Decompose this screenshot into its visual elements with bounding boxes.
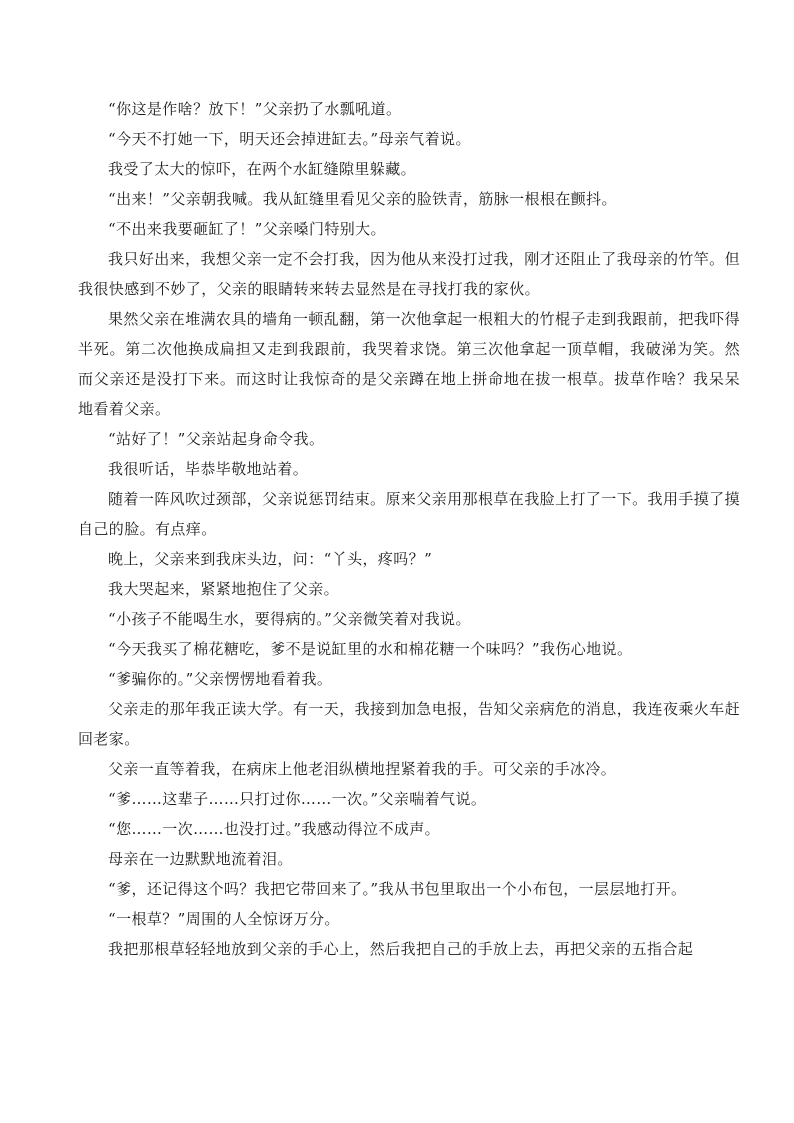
story-text [78, 94, 740, 964]
paragraph-7: 果然父亲在堆满农具的墙角一顿乱翻，第一次他拿起一根粗大的竹棍子走到我跟前，把我吓得半死。第二次他换成扁担又走到我跟前，我哭着求饶。第三次他拿起一顶草帽，我破涕为笑。然而父亲还是没打下来。而这时让我惊奇的是父亲蹲在地上拼命地在拔一根草。拔草作啥？我呆呆地看着父亲。 [78, 310, 740, 418]
paragraph-17: 父亲一直等着我，在病床上他老泪纵横地捏紧着我的手。可父亲的手冰冷。 [108, 760, 617, 778]
paragraph-20: 母亲在一边默默地流着泪。 [108, 850, 293, 868]
paragraph-22: “一根草？”周围的人全惊讶万分。 [108, 910, 340, 928]
paragraph-5: “不出来我要砸缸了！”父亲嗓门特别大。 [108, 220, 386, 238]
paragraph-3: 我受了太大的惊吓，在两个水缸缝隙里躲藏。 [108, 160, 417, 178]
paragraph-12: 我大哭起来，紧紧地抱住了父亲。 [108, 580, 340, 598]
paragraph-23: 我把那根草轻轻地放到父亲的手心上，然后我把自己的手放上去，再把父亲的五指合起 [108, 940, 694, 958]
paragraph-18: “爹……这辈子……只打过你……一次。”父亲喘着气说。 [108, 790, 487, 808]
paragraph-2: “今天不打她一下，明天还会掉进缸去。”母亲气着说。 [108, 130, 471, 148]
paragraph-21: “爹，还记得这个吗？我把它带回来了。”我从书包里取出一个小布包，一层层地打开。 [108, 880, 687, 898]
paragraph-13: “小孩子不能喝生水，要得病的。”父亲微笑着对我说。 [108, 610, 471, 628]
paragraph-11: 晚上，父亲来到我床头边，问：“丫头，疼吗？” [108, 550, 433, 568]
paragraph-16: 父亲走的那年我正读大学。有一天，我接到加急电报，告知父亲病危的消息，我连夜乘火车赶回老家。 [78, 700, 740, 748]
paragraph-6: 我只好出来，我想父亲一定不会打我，因为他从来没打过我，刚才还阻止了我母亲的竹竿。但我很快感到不妙了，父亲的眼睛转来转去显然是在寻找打我的家伙。 [78, 250, 740, 298]
paragraph-15: “爹骗你的。”父亲愣愣地看着我。 [108, 670, 333, 688]
paragraph-14: “今天我买了棉花糖吃，爹不是说缸里的水和棉花糖一个味吗？”我伤心地说。 [108, 640, 633, 658]
paragraph-4: “出来！”父亲朝我喊。我从缸缝里看见父亲的脸铁青，筋脉一根根在颤抖。 [108, 190, 617, 208]
paragraph-1: “你这是作啥？放下！”父亲扔了水瓢吼道。 [108, 100, 402, 118]
paragraph-10: 随着一阵风吹过颈部，父亲说惩罚结束。原来父亲用那根草在我脸上打了一下。我用手摸了摸自己的脸。有点痒。 [78, 490, 740, 538]
paragraph-9: 我很听话，毕恭毕敬地站着。 [108, 460, 309, 478]
paragraph-8: “站好了！”父亲站起身命令我。 [108, 430, 325, 448]
paragraph-19: “您……一次……也没打过。”我感动得泣不成声。 [108, 820, 441, 838]
